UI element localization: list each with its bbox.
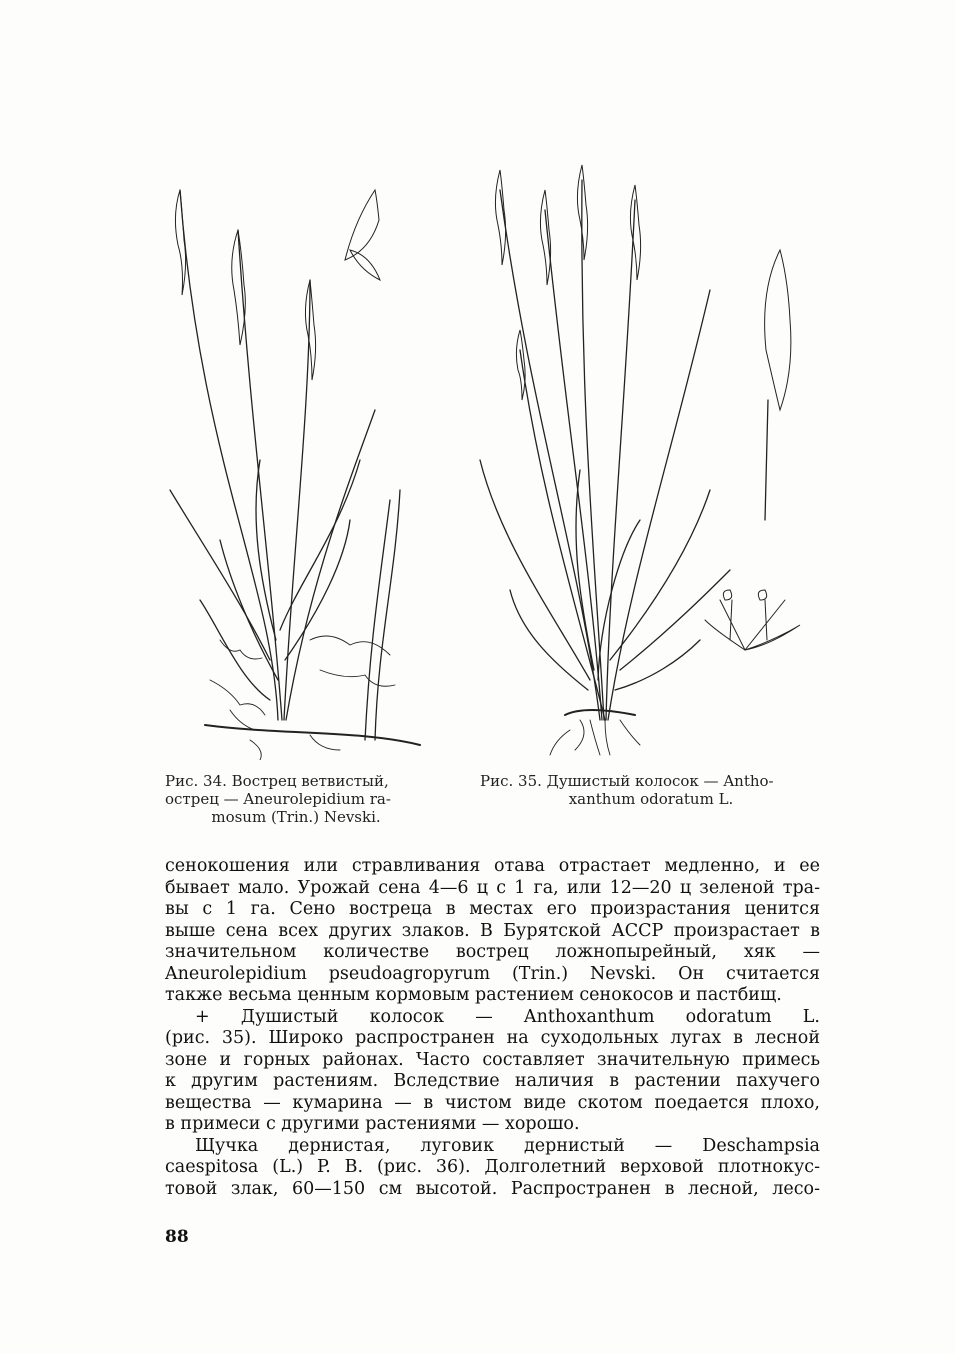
- caption-line: xanthum odoratum L.: [568, 790, 734, 808]
- text-line: также весьма ценным кормовым растением сенокосов и пастбищ.: [165, 985, 782, 1005]
- caption-line: острец — Aneurolepidium ra-: [165, 790, 391, 808]
- figure-35-caption: [480, 772, 822, 808]
- text-line: caespitosa (L.) P. B. (рис. 36). Долголетний верховой плотнокус-: [165, 1157, 820, 1177]
- text-line: значительном количестве вострец ложнопырейный, хяк —: [165, 942, 820, 962]
- text-line: зоне и горных районах. Часто составляет значительную примесь: [165, 1049, 820, 1070]
- text-line: товой злак, 60—150 см высотой. Распространен в лесной, лесо-: [165, 1178, 820, 1199]
- text-line: вы с 1 га. Сено востреца в местах его произрастания ценится: [165, 899, 820, 919]
- text-line: бывает мало. Урожай сена 4—6 ц с 1 га, или 12—20 ц зеленой тра-: [165, 877, 820, 898]
- text-line: вещества — кумарина — в чистом виде скотом поедается плохо,: [165, 1092, 820, 1113]
- caption-line: mosum (Trin.) Nevski.: [211, 808, 381, 826]
- caption-line: Рис. 34. Вострец ветвистый,: [165, 772, 389, 790]
- figure-34-caption: [165, 772, 427, 826]
- text-line: сенокошения или стравливания отава отрастает медленно, и ее: [165, 856, 820, 876]
- text-line: Aneurolepidium pseudoagropyrum (Trin.) Nevski. Он считается: [165, 963, 820, 984]
- text-line: + Душистый колосок — Anthoxanthum odoratum L.: [195, 1006, 820, 1027]
- text-line: к другим растениям. Вследствие наличия в растении пахучего: [165, 1071, 820, 1091]
- figure-35-illustration: [470, 160, 830, 760]
- text-line: (рис. 35). Широко распространен на суходольных лугах в лесной: [165, 1028, 820, 1048]
- figure-34-illustration: [160, 160, 440, 760]
- text-line: в примеси с другими растениями — хорошо.: [165, 1114, 580, 1134]
- text-line: Щучка дернистая, луговик дернистый — Deschampsia: [195, 1135, 820, 1156]
- body-text: [165, 856, 820, 1200]
- text-line: выше сена всех других злаков. В Бурятской АССР произрастает в: [165, 920, 820, 941]
- figure-35-drawing: [470, 160, 830, 760]
- page-number: 88: [165, 1227, 189, 1247]
- caption-line: Рис. 35. Душистый колосок — Antho-: [480, 772, 774, 790]
- figure-34-drawing: [160, 160, 440, 760]
